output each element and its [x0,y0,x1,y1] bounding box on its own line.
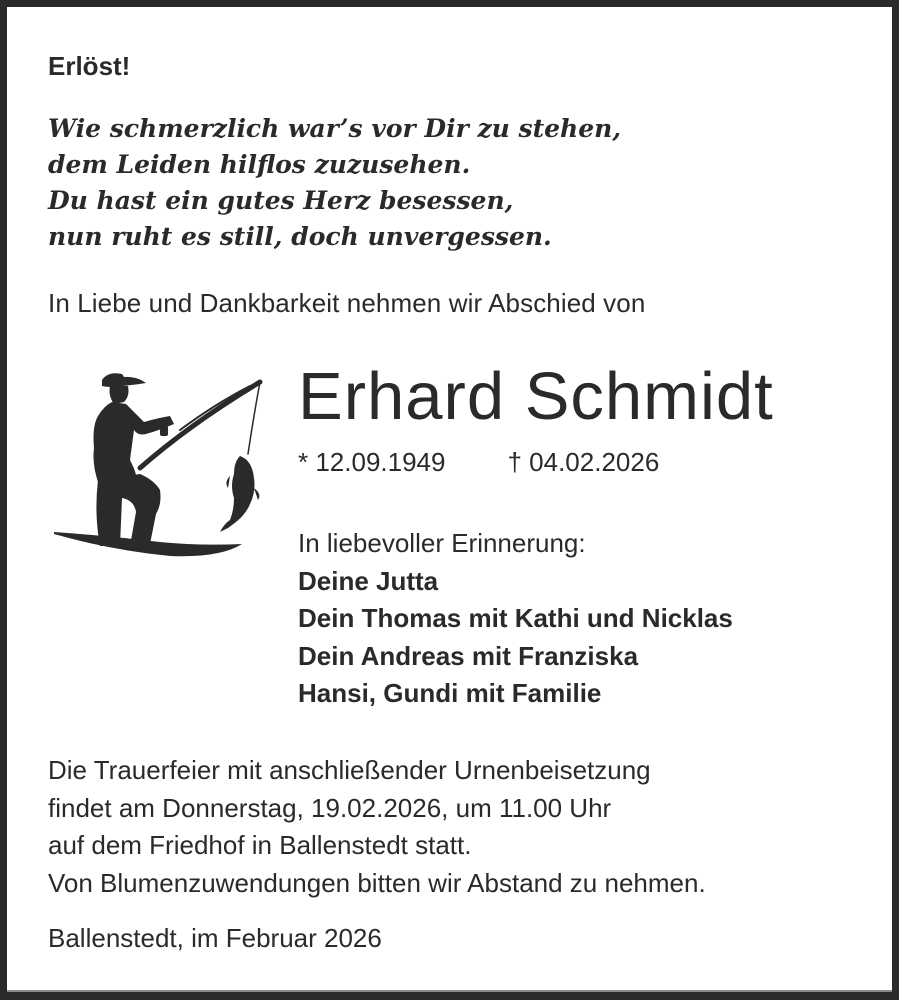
family-member: Dein Thomas mit Kathi und Nicklas [298,603,733,633]
poem-line: nun ruht es still, doch unvergessen. [48,222,552,251]
birth-date: * 12.09.1949 [298,447,446,477]
deceased-name: Erhard Schmidt [298,359,774,434]
ceremony-line: findet am Donnerstag, 19.02.2026, um 11.00 Uhr [48,792,612,823]
life-dates [298,447,659,478]
poem-line: Wie schmerzlich war’s vor Dir zu stehen, [48,114,622,143]
ceremony-info [48,752,706,902]
place-date: Ballenstedt, im Februar 2026 [48,923,382,953]
death-date: † 04.02.2026 [507,447,660,477]
family-member: Hansi, Gundi mit Familie [298,678,602,708]
ceremony-line: Von Blumenzuwendungen bitten wir Abstand zu nehmen. [48,867,706,898]
memorial-label: In liebevoller Erinnerung: [298,528,586,558]
poem-line: dem Leiden hilflos zuzusehen. [48,150,471,179]
obituary-card [7,7,892,992]
intro-text: In Liebe und Dankbarkeit nehmen wir Abschied von [48,288,646,318]
family-member: Deine Jutta [298,565,439,596]
memorial-block [298,525,733,713]
fisherman-silhouette-icon [50,364,272,559]
family-member: Dein Andreas mit Franziska [298,640,639,671]
ceremony-line: Die Trauerfeier mit anschließender Urnenbeisetzung [48,755,651,785]
heading: Erlöst! [48,51,131,81]
poem-line: Du hast ein gutes Herz besessen, [48,186,514,215]
ceremony-line: auf dem Friedhof in Ballenstedt statt. [48,830,472,860]
poem [48,111,621,255]
